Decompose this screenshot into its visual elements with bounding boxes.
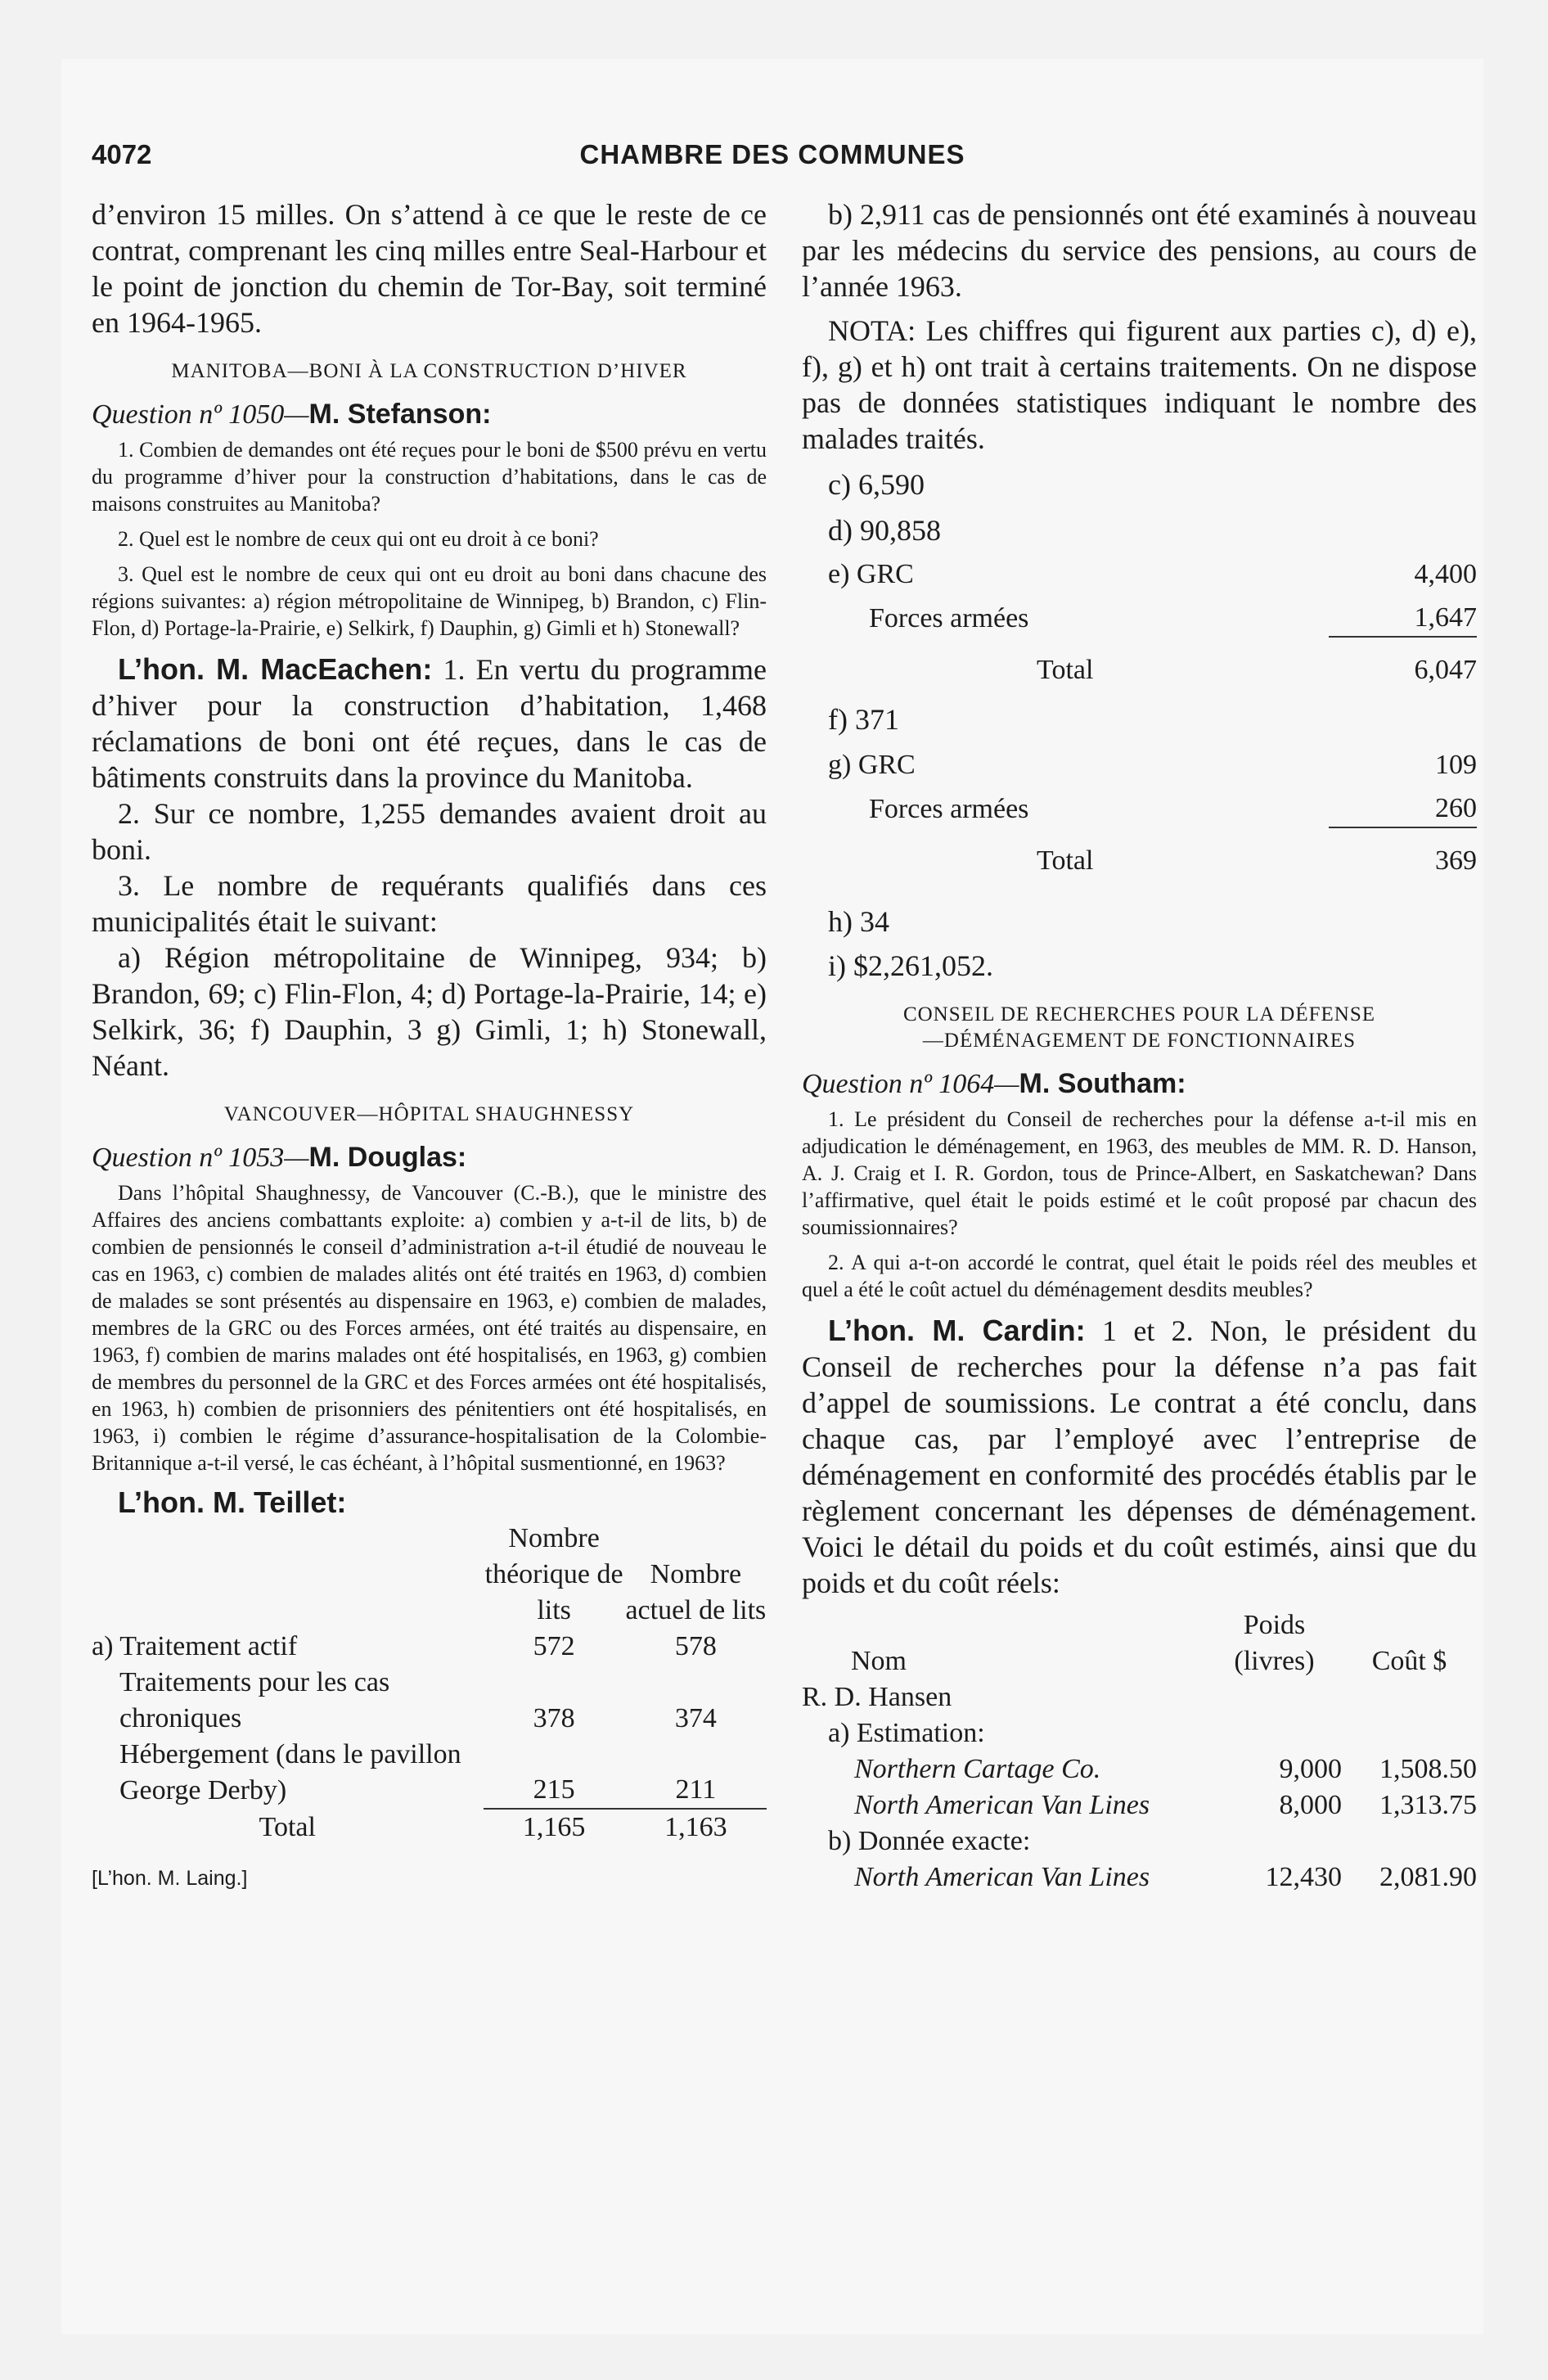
total-label: Total <box>1037 655 1094 685</box>
page-footer: [L’hon. M. Laing.] <box>92 1867 248 1890</box>
note-paragraph <box>802 313 1477 457</box>
left-column <box>92 196 767 1891</box>
question-1050-heading <box>92 396 767 433</box>
column-header: Poids (livres) <box>1234 1610 1315 1676</box>
answer-text: 1. En vertu du programme d’hiver pour la construction d’habitation, 1,468 réclamations de boni ont été reçues, dans le cas de bâtiments construits dans la province du Manitoba. <box>92 653 767 794</box>
cell-value: 4,400 <box>1414 559 1477 589</box>
question-1050-part-3: 3. Quel est le nombre de ceux qui ont eu droit au boni dans chacune des régions suivantes: a) région métropolitaine de Winnipeg, b) Brandon, c) Flin-Flon, d) Portage-la-Prairie, e) Selkirk, f) Dauphin, g) Gimli et h) Stonewall? <box>92 562 767 640</box>
answer-1053-speaker-line <box>92 1485 767 1521</box>
total-value: 369 <box>1329 827 1478 879</box>
answer-item-b: b) 2,911 cas de pensionnés ont été examinés à nouveau par les médecins du service des pensions, au cours de l’année 1963. <box>802 198 1477 303</box>
question-1064-part-2: 2. A qui a-t-on accordé le contrat, quel était le poids réel des meubles et quel a été le coût actuel du déménagement desdits meubles? <box>802 1251 1477 1301</box>
table-row <box>802 593 1477 637</box>
row-label: e) GRC <box>828 559 914 589</box>
row-label: g) GRC <box>828 750 916 780</box>
question-1064-heading <box>802 1066 1477 1102</box>
row-label: a) Traitement actif <box>92 1631 298 1661</box>
company-name: North American Van Lines <box>854 1862 1150 1892</box>
total-label: Total <box>1037 845 1094 876</box>
row-label: Forces armées <box>869 794 1029 824</box>
answer-1050-part-1 <box>92 651 767 796</box>
question-1064-part-1: 1. Le président du Conseil de recherches pour la défense a-t-il mis en adjudication le déménagement, en 1963, des meubles de MM. R. D. Hanson, A. J. Craig et I. R. Gordon, tous de Prince-Albert, en Saskatchewan? Dans l’affirmative, quel était le poids estimé et le coût proposé par chacun des soumissionnaires? <box>802 1107 1477 1239</box>
page-header <box>61 139 1483 180</box>
total-value: 1,165 <box>484 1809 625 1846</box>
right-column <box>802 196 1477 1895</box>
beds-table <box>92 1521 767 1846</box>
column-header: Nombre actuel de lits <box>625 1559 767 1625</box>
table-header-row <box>802 1607 1477 1679</box>
cell-value: 578 <box>674 1631 717 1661</box>
answer-speaker: L’hon. M. Cardin: <box>828 1314 1086 1347</box>
row-label: Traitements pour les cas chroniques <box>119 1667 390 1733</box>
section-heading-vancouver: VANCOUVER—HÔPITAL SHAUGHNESSY <box>223 1103 635 1125</box>
question-author: M. Douglas: <box>308 1142 467 1173</box>
question-1053-heading <box>92 1139 767 1176</box>
note-text: Les chiffres qui figurent aux parties c), d) e), f), g) et h) ont trait à certains traitements. On ne dispose pas de données statistiques indiquant le nombre des malades traités. <box>802 314 1477 455</box>
grc-table-g <box>802 747 1477 879</box>
answer-item-h: h) 34 <box>828 905 889 938</box>
question-label: Question nº 1050— <box>92 399 309 430</box>
section-heading-manitoba: MANITOBA—BONI À LA CONSTRUCTION D’HIVER <box>171 360 687 382</box>
subsection-label: b) Donnée exacte: <box>828 1826 1031 1856</box>
answer-1050-part-4: a) Région métropolitaine de Winnipeg, 934; b) Brandon, 69; c) Flin-Flon, 4; d) Portage-la-Prairie, 14; e) Selkirk, 36; f) Dauphin, 3 g) Gimli, 1; h) Stonewall, Néant. <box>92 941 767 1082</box>
total-label: Total <box>259 1812 316 1842</box>
cell-value: 260 <box>1435 793 1477 823</box>
cost-value: 1,508.50 <box>1379 1754 1477 1784</box>
answer-speaker: L’hon. M. MacEachen: <box>118 652 433 686</box>
question-author: M. Stefanson: <box>308 399 492 430</box>
table-row <box>92 1665 767 1737</box>
answer-1050-part-3: 3. Le nombre de requérants qualifiés dans ces municipalités était le suivant: <box>92 869 767 938</box>
table-row <box>802 1715 1477 1751</box>
table-row <box>92 1737 767 1809</box>
question-1050-part-2: 2. Quel est le nombre de ceux qui ont eu droit à ce boni? <box>118 527 599 551</box>
question-label: Question nº 1053— <box>92 1143 309 1173</box>
cell-value: 572 <box>533 1631 575 1661</box>
cell-value: 109 <box>1435 750 1477 780</box>
subsection-label: a) Estimation: <box>828 1718 985 1748</box>
answer-speaker: L’hon. M. Teillet: <box>118 1485 347 1519</box>
table-row <box>802 1679 1477 1715</box>
section-heading-defense: CONSEIL DE RECHERCHES POUR LA DÉFENSE <box>902 1003 1376 1025</box>
answer-1050-part-2: 2. Sur ce nombre, 1,255 demandes avaient droit au boni. <box>92 797 767 866</box>
column-header: Nombre théorique de lits <box>484 1523 623 1625</box>
cost-value: 1,313.75 <box>1379 1790 1477 1820</box>
company-name: Northern Cartage Co. <box>854 1754 1101 1784</box>
page-number: 4072 <box>92 139 152 169</box>
table-row <box>802 557 1477 593</box>
question-1053-text: Dans l’hôpital Shaughnessy, de Vancouver (C.-B.), que le ministre des Affaires des anciens combattants exploite: a) combien y a-t-il de lits, b) de combien de pensionnés le conseil d’administration a-t-il étudié de nouveau le cas en 1963, c) combien de malades alités ont été traités en 1963, d) combien de malades se sont présentés au dispensaire en 1963, e) combien de malades, membres de la GRC ou des Forces armées, ont été traités au dispensaire, en 1963, f) combien de marins malades ont été hospitalisés, en 1963, g) combien de membres du personnel de la GRC et des Forces armées ont été hospitalisés, en 1963, h) combien de prisonniers des pénitentiers ont été hospitalisés, en 1963, i) combien le régime d’assurance-hospitalisation de la Colombie-Britannique a-t-il versé, le cas échéant, à l’hôpital susmentionné, en 1963? <box>92 1181 767 1475</box>
column-header: Coût $ <box>1371 1646 1447 1676</box>
weight-value: 12,430 <box>1265 1862 1342 1892</box>
question-1050-part-1: 1. Combien de demandes ont été reçues pour le boni de $500 prévu en vertu du programme d’hiver pour la construction d’habitations, dans le cas de maisons construites au Manitoba? <box>92 438 767 516</box>
paragraph-intro: d’environ 15 milles. On s’attend à ce que le reste de ce contrat, comprenant les cinq milles entre Seal-Harbour et le point de jonction du chemin de Tor-Bay, soit terminé en 1964-1965. <box>92 198 767 339</box>
person-name: R. D. Hansen <box>802 1682 952 1712</box>
cell-value: 378 <box>533 1703 575 1733</box>
cell-value: 1,647 <box>1414 602 1477 633</box>
grc-table-e <box>802 557 1477 688</box>
total-value: 6,047 <box>1329 637 1478 688</box>
row-label: Forces armées <box>869 603 1029 633</box>
answer-item-i: i) $2,261,052. <box>828 949 993 982</box>
note-label: NOTA: <box>828 314 916 347</box>
answer-item-d: d) 90,858 <box>828 514 941 547</box>
cell-value: 374 <box>674 1703 717 1733</box>
table-header-row <box>92 1521 767 1629</box>
document-page <box>61 59 1483 2334</box>
cell-value: 215 <box>533 1774 575 1805</box>
table-total-row <box>92 1809 767 1846</box>
column-header: Nom <box>851 1646 907 1676</box>
answer-1064 <box>802 1313 1477 1601</box>
answer-item-c: c) 6,590 <box>828 468 925 501</box>
table-row <box>802 1859 1477 1895</box>
table-row <box>802 1751 1477 1787</box>
total-value: 1,163 <box>625 1809 767 1846</box>
table-total-row <box>802 637 1477 688</box>
company-name: North American Van Lines <box>854 1790 1150 1820</box>
cell-value: 211 <box>675 1774 717 1805</box>
question-author: M. Southam: <box>1019 1068 1186 1099</box>
weight-value: 8,000 <box>1279 1790 1342 1820</box>
row-label: Hébergement (dans le pavillon George Derby) <box>119 1739 461 1805</box>
table-row <box>802 1823 1477 1859</box>
table-row <box>802 747 1477 783</box>
table-row <box>802 1787 1477 1823</box>
answer-item-f: f) 371 <box>828 703 899 736</box>
table-row <box>802 783 1477 827</box>
table-total-row <box>802 827 1477 879</box>
question-label: Question nº 1064— <box>802 1069 1019 1099</box>
page-title: CHAMBRE DES COMMUNES <box>579 139 965 169</box>
weight-value: 9,000 <box>1279 1754 1342 1784</box>
cost-value: 2,081.90 <box>1379 1862 1477 1892</box>
moving-costs-table <box>802 1607 1477 1895</box>
section-subheading-defense: —DÉMÉNAGEMENT DE FONCTIONNAIRES <box>922 1030 1357 1052</box>
answer-text: 1 et 2. Non, le président du Conseil de recherches pour la défense n’a pas fait d’appel de soumissions. Le contrat a été conclu, dans chaque cas, par l’employé avec l’entreprise de déménagement en conformité des procédés établis par le règlement concernant les dépenses de déménagement. Voici le détail du poids et du coût estimés, ainsi que du poids et du coût réels: <box>802 1314 1477 1599</box>
table-row <box>92 1629 767 1665</box>
